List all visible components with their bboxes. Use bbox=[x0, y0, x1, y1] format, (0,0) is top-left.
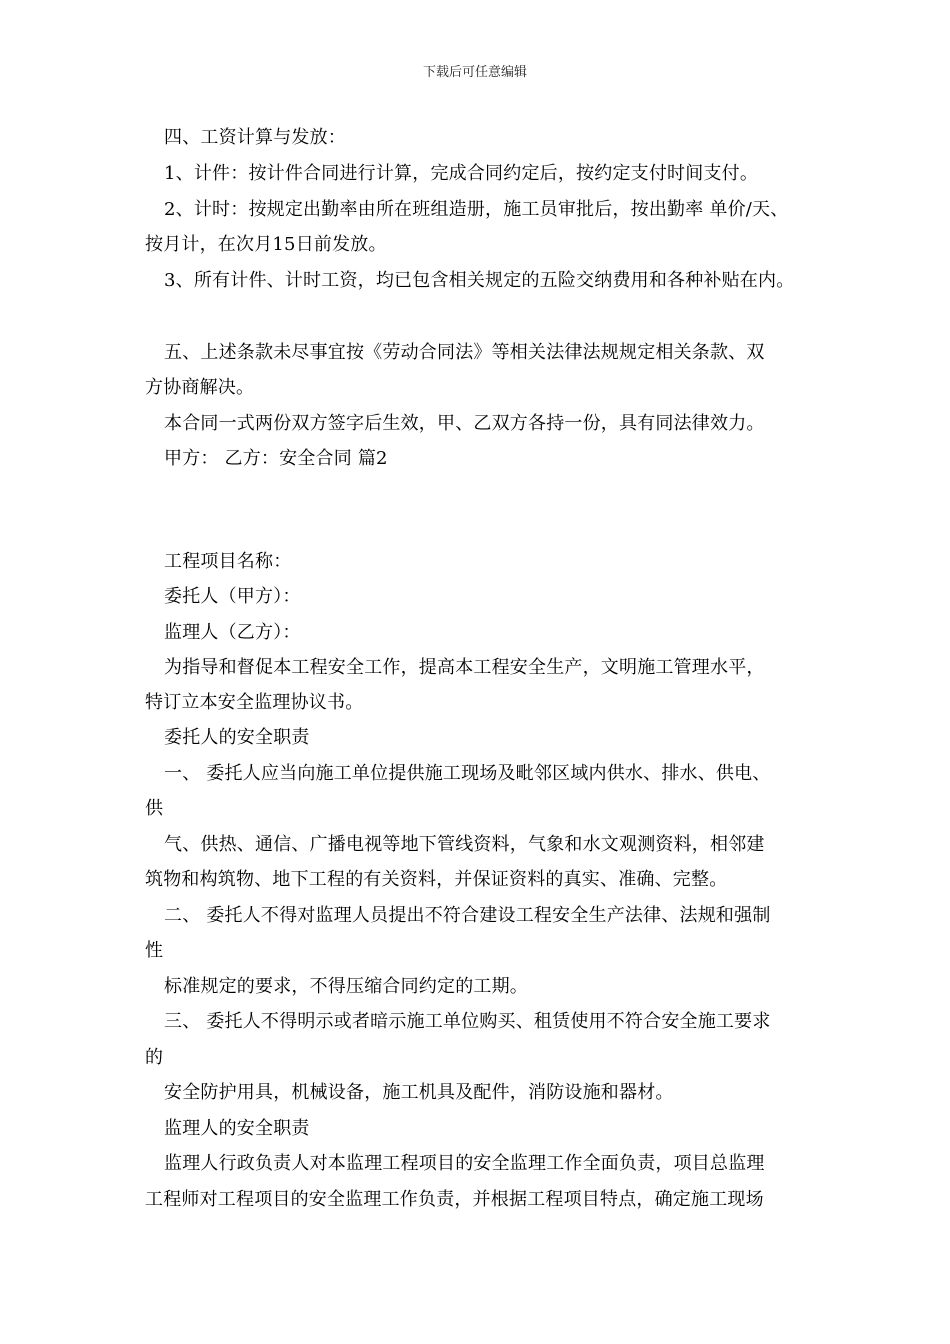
paragraph-line: 1、计件：按计件合同进行计算，完成合同约定后，按约定支付时间支付。 bbox=[164, 163, 759, 184]
section-heading-wage: 四、工资计算与发放： bbox=[164, 127, 346, 148]
paragraph-line: 方协商解决。 bbox=[145, 377, 255, 398]
signature-line: 甲方： 乙方：安全合同 篇2 bbox=[164, 448, 388, 469]
paragraph-line: 监理人行政负责人对本监理工程项目的安全监理工作全面负责，项目总监理 bbox=[164, 1153, 765, 1174]
paragraph-line: 筑物和构筑物、地下工程的有关资料，并保证资料的真实、准确、完整。 bbox=[145, 869, 728, 890]
supervisor-field: 监理人（乙方）： bbox=[164, 622, 301, 643]
paragraph-line: 三、 委托人不得明示或者暗示施工单位购买、租赁使用不符合安全施工要求 bbox=[164, 1011, 771, 1032]
section-heading-client-duties: 委托人的安全职责 bbox=[164, 727, 310, 748]
project-name-field: 工程项目名称： bbox=[164, 551, 292, 572]
paragraph-line: 供 bbox=[145, 798, 164, 819]
paragraph-line: 按月计，在次月15日前发放。 bbox=[145, 234, 387, 255]
client-field: 委托人（甲方）： bbox=[164, 586, 301, 607]
paragraph-line: 性 bbox=[145, 940, 164, 961]
paragraph-line: 气、供热、通信、广播电视等地下管线资料，气象和水文观测资料，相邻建 bbox=[164, 834, 765, 855]
paragraph-line: 工程师对工程项目的安全监理工作负责，并根据工程项目特点，确定施工现场 bbox=[145, 1189, 764, 1210]
paragraph-line: 本合同一式两份双方签字后生效，甲、乙双方各持一份，具有同法律效力。 bbox=[164, 413, 765, 434]
page-header: 下载后可任意编辑 bbox=[422, 65, 527, 80]
paragraph-line: 特订立本安全监理协议书。 bbox=[145, 692, 364, 713]
paragraph-line: 一、 委托人应当向施工单位提供施工现场及毗邻区域内供水、排水、供电、 bbox=[164, 763, 771, 784]
paragraph-line: 3、所有计件、计时工资，均已包含相关规定的五险交纳费用和各种补贴在内。 bbox=[164, 270, 795, 291]
paragraph-line: 五、上述条款未尽事宜按《劳动合同法》等相关法律法规规定相关条款、双 bbox=[164, 342, 765, 363]
paragraph-line: 为指导和督促本工程安全工作，提高本工程安全生产，文明施工管理水平， bbox=[164, 657, 765, 678]
paragraph-line: 安全防护用具，机械设备，施工机具及配件，消防设施和器材。 bbox=[164, 1082, 674, 1103]
paragraph-line: 2、计时：按规定出勤率由所在班组造册，施工员审批后，按出勤率 单价/天、 bbox=[164, 199, 789, 220]
paragraph-line: 的 bbox=[145, 1047, 164, 1068]
paragraph-line: 标准规定的要求，不得压缩合同约定的工期。 bbox=[164, 976, 528, 997]
section-heading-supervisor-duties: 监理人的安全职责 bbox=[164, 1118, 310, 1139]
paragraph-line: 二、 委托人不得对监理人员提出不符合建设工程安全生产法律、法规和强制 bbox=[164, 905, 771, 926]
